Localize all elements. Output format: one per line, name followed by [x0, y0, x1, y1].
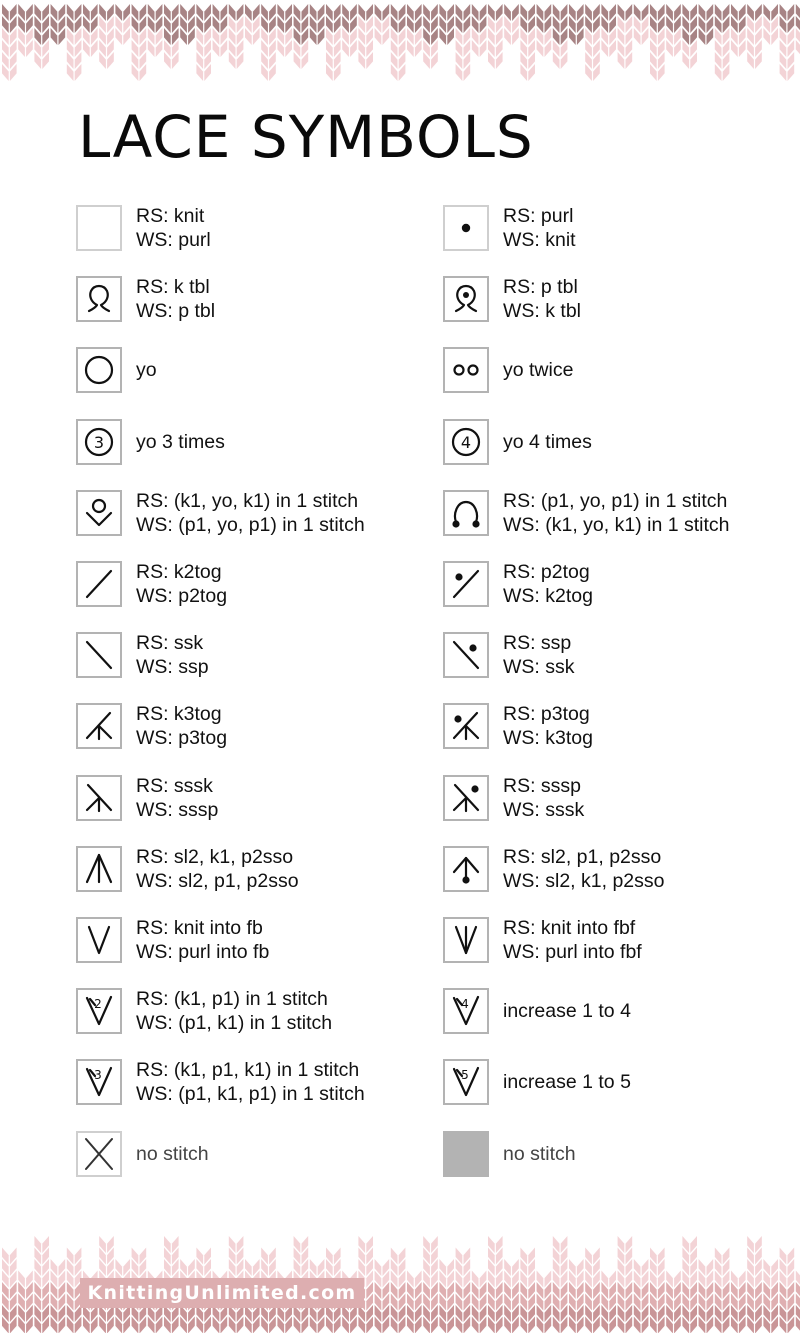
legend-item-inc-4 — [443, 985, 631, 1037]
inc-2-icon — [76, 988, 122, 1034]
description-line: yo twice — [503, 359, 574, 381]
description-line: WS: purl — [136, 229, 211, 251]
legend-item-sssp — [443, 772, 584, 824]
legend-item-ssp-backslash-dot — [443, 629, 575, 681]
legend-row — [0, 772, 800, 824]
legend-item-p3tog — [443, 700, 593, 752]
description-line: RS: (p1, yo, p1) in 1 stitch — [503, 490, 728, 512]
description-line: WS: knit — [503, 229, 576, 251]
legend-item-sssk — [76, 772, 218, 824]
legend-row — [0, 202, 800, 254]
knit-blank-icon — [76, 205, 122, 251]
sl2-k1-p2sso-icon — [76, 846, 122, 892]
legend-item-sl2-p1-p2sso — [443, 843, 664, 895]
symbol-description — [136, 275, 215, 323]
description-line: WS: p2tog — [136, 585, 228, 607]
description-line: RS: p2tog — [503, 561, 590, 583]
yo-twice-circles-icon — [443, 347, 489, 393]
legend-item-knit-blank — [76, 202, 211, 254]
yo-circle-icon — [76, 347, 122, 393]
description-line: WS: sl2, k1, p2sso — [503, 870, 665, 892]
description-line: RS: k2tog — [136, 561, 222, 583]
symbol-description — [136, 774, 218, 822]
symbol-description — [136, 560, 227, 608]
description-line: no stitch — [136, 1143, 209, 1165]
symbol-description — [503, 275, 581, 323]
description-line: RS: purl — [503, 205, 574, 227]
symbol-description — [136, 204, 211, 252]
description-line: WS: (p1, k1, p1) in 1 stitch — [136, 1083, 365, 1105]
description-line: RS: sl2, k1, p2sso — [136, 846, 294, 868]
page-title: LACE SYMBOLS — [78, 103, 534, 171]
sssp-icon — [443, 775, 489, 821]
legend-item-p-tbl-loop-dot — [443, 273, 581, 325]
knit-pattern-top-border — [0, 0, 800, 82]
legend-item-ssk-backslash — [76, 629, 209, 681]
description-line: RS: knit — [136, 205, 205, 227]
description-line: WS: (p1, yo, p1) in 1 stitch — [136, 514, 365, 536]
legend-row — [0, 273, 800, 325]
symbol-description — [503, 845, 664, 893]
brand-watermark: KnittingUnlimited.com — [80, 1278, 364, 1308]
symbol-description — [503, 702, 593, 750]
description-line: WS: purl into fbf — [503, 941, 642, 963]
description-line: WS: k2tog — [503, 585, 593, 607]
svg-text:3: 3 — [94, 1068, 102, 1082]
symbol-description — [136, 845, 299, 893]
k-tbl-loop-icon — [76, 276, 122, 322]
legend-item-yo-circle — [76, 344, 157, 396]
kfb-v-icon — [76, 917, 122, 963]
symbol-description — [136, 1142, 209, 1166]
legend-item-kfbf-v — [443, 914, 642, 966]
sl2-p1-p2sso-icon — [443, 846, 489, 892]
symbol-description — [136, 358, 157, 382]
description-line: RS: k tbl — [136, 276, 210, 298]
symbol-description — [136, 702, 227, 750]
legend-item-yo-4-circle — [443, 416, 592, 468]
symbol-description — [136, 489, 365, 537]
legend-item-k-tbl-loop — [76, 273, 215, 325]
symbol-description — [503, 916, 642, 964]
description-line: RS: (k1, yo, k1) in 1 stitch — [136, 490, 359, 512]
sssk-icon — [76, 775, 122, 821]
description-line: WS: (k1, yo, k1) in 1 stitch — [503, 514, 730, 536]
symbol-description — [136, 430, 225, 454]
svg-text:2: 2 — [94, 997, 102, 1011]
symbol-description — [136, 987, 332, 1035]
k3tog-icon — [76, 703, 122, 749]
description-line: RS: ssp — [503, 632, 572, 654]
symbol-description — [503, 631, 575, 679]
description-line: WS: ssk — [503, 656, 575, 678]
yo-3-circle-icon — [76, 419, 122, 465]
description-line: yo 4 times — [503, 431, 592, 453]
legend-item-inc-3 — [76, 1056, 365, 1108]
description-line: increase 1 to 4 — [503, 1000, 631, 1022]
inc-3-icon — [76, 1059, 122, 1105]
legend-item-no-stitch-x — [76, 1128, 209, 1180]
legend-item-kfb-v — [76, 914, 269, 966]
inc-4-icon — [443, 988, 489, 1034]
symbol-description — [136, 1058, 365, 1106]
legend-row — [0, 416, 800, 468]
description-line: no stitch — [503, 1143, 576, 1165]
svg-text:3: 3 — [93, 433, 105, 452]
purl-dot-icon — [443, 205, 489, 251]
legend-item-inc-5 — [443, 1056, 631, 1108]
p1-yo-p1-icon — [443, 490, 489, 536]
ssp-backslash-dot-icon — [443, 632, 489, 678]
legend-row — [0, 487, 800, 539]
description-line: RS: knit into fbf — [503, 917, 636, 939]
symbol-description — [503, 204, 576, 252]
inc-5-icon — [443, 1059, 489, 1105]
description-line: RS: sssp — [503, 775, 582, 797]
description-line: RS: k3tog — [136, 703, 222, 725]
symbol-description — [503, 1070, 631, 1094]
description-line: WS: (p1, k1) in 1 stitch — [136, 1012, 333, 1034]
description-line: RS: (k1, p1) in 1 stitch — [136, 988, 328, 1010]
symbol-description — [503, 430, 592, 454]
description-line: WS: p tbl — [136, 300, 216, 322]
svg-text:5: 5 — [461, 1068, 469, 1082]
kfbf-v-icon — [443, 917, 489, 963]
p-tbl-loop-dot-icon — [443, 276, 489, 322]
legend-item-yo-3-circle — [76, 416, 225, 468]
svg-text:4: 4 — [460, 433, 472, 452]
legend-item-no-stitch-gray — [443, 1128, 576, 1180]
symbol-description — [503, 489, 729, 537]
description-line: WS: sssp — [136, 799, 219, 821]
symbol-description — [503, 774, 584, 822]
legend-row — [0, 1056, 800, 1108]
description-line: RS: p tbl — [503, 276, 578, 298]
description-line: RS: (k1, p1, k1) in 1 stitch — [136, 1059, 360, 1081]
no-stitch-gray-icon — [443, 1131, 489, 1177]
description-line: RS: sl2, p1, p2sso — [503, 846, 662, 868]
legend-item-sl2-k1-p2sso — [76, 843, 299, 895]
description-line: RS: knit into fb — [136, 917, 263, 939]
description-line: yo 3 times — [136, 431, 225, 453]
legend-row — [0, 344, 800, 396]
legend-row — [0, 914, 800, 966]
legend-row — [0, 629, 800, 681]
legend-item-yo-twice-circles — [443, 344, 573, 396]
symbol-description — [503, 1142, 576, 1166]
symbol-description — [136, 916, 269, 964]
description-line: WS: p3tog — [136, 727, 228, 749]
symbol-description — [503, 560, 593, 608]
description-line: WS: sssk — [503, 799, 585, 821]
legend-item-inc-2 — [76, 985, 332, 1037]
symbol-description — [136, 631, 209, 679]
description-line: WS: purl into fb — [136, 941, 270, 963]
legend-row — [0, 700, 800, 752]
legend-row — [0, 843, 800, 895]
k2tog-slash-icon — [76, 561, 122, 607]
description-line: WS: ssp — [136, 656, 209, 678]
legend-item-k3tog — [76, 700, 227, 752]
description-line: WS: k tbl — [503, 300, 582, 322]
description-line: RS: ssk — [136, 632, 204, 654]
legend-item-purl-dot — [443, 202, 576, 254]
p3tog-icon — [443, 703, 489, 749]
svg-text:4: 4 — [461, 997, 469, 1011]
legend-item-p2tog-slash-dot — [443, 558, 593, 610]
legend-item-k1-yo-k1 — [76, 487, 365, 539]
description-line: RS: sssk — [136, 775, 213, 797]
yo-4-circle-icon — [443, 419, 489, 465]
description-line: RS: p3tog — [503, 703, 590, 725]
legend-row — [0, 1128, 800, 1180]
k1-yo-k1-icon — [76, 490, 122, 536]
ssk-backslash-icon — [76, 632, 122, 678]
legend-item-p1-yo-p1 — [443, 487, 729, 539]
no-stitch-x-icon — [76, 1131, 122, 1177]
symbol-description — [503, 999, 631, 1023]
description-line: WS: sl2, p1, p2sso — [136, 870, 299, 892]
description-line: WS: k3tog — [503, 727, 593, 749]
legend-row — [0, 558, 800, 610]
description-line: increase 1 to 5 — [503, 1071, 631, 1093]
legend-item-k2tog-slash — [76, 558, 227, 610]
legend-row — [0, 985, 800, 1037]
description-line: yo — [136, 359, 157, 381]
p2tog-slash-dot-icon — [443, 561, 489, 607]
symbol-description — [503, 358, 573, 382]
